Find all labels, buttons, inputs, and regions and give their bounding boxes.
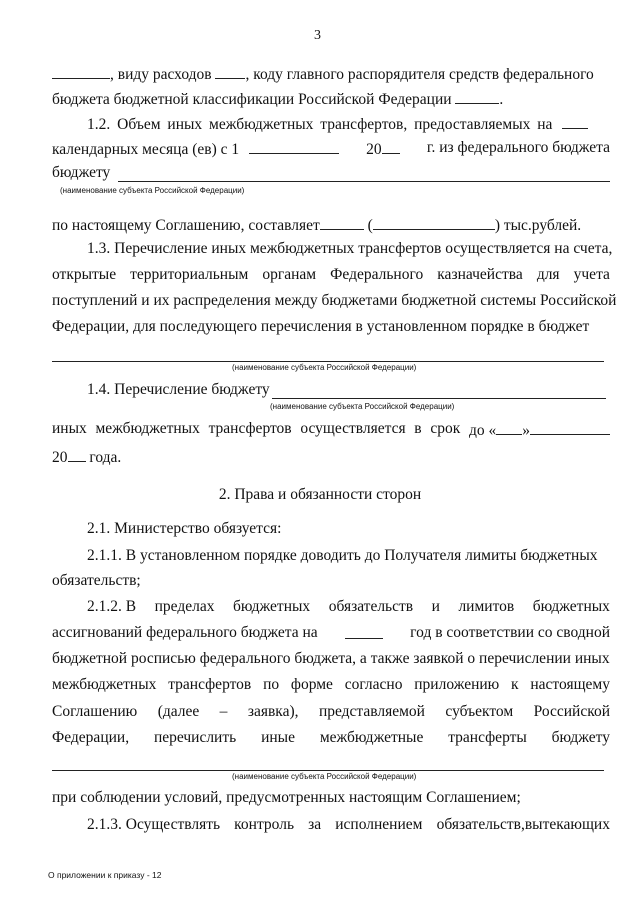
text-fragment: ) тыс.рублей. xyxy=(494,217,582,234)
fill-line xyxy=(52,361,604,362)
text-fragment: . xyxy=(499,91,504,108)
paragraph-1-2-line-4 xyxy=(52,215,581,235)
blank-field xyxy=(373,215,495,230)
page-footer: О приложении к приказу - 12 xyxy=(48,870,162,880)
text-line: , виду расходов , коду главного распорядителя средств федерального xyxy=(52,64,594,84)
fill-line xyxy=(118,181,610,182)
paragraph-1-2-line-2 xyxy=(52,139,610,159)
field-caption: (наименование субъекта Российской Федерации) xyxy=(232,772,417,781)
text-fragment: календарных месяца (ев) с 1 xyxy=(52,141,240,158)
clause-2-1: 2.1. Министерство обязуется: xyxy=(87,520,282,537)
clause-2-1-2-line-7: при соблюдении условий, предусмотренных настоящим Соглашением; xyxy=(52,789,521,806)
text-line xyxy=(52,89,503,109)
field-caption: (наименование субъекта Российской Федерации) xyxy=(60,186,245,195)
page-number: 3 xyxy=(314,28,321,43)
blank-field xyxy=(215,64,245,79)
fill-line xyxy=(52,770,604,771)
text-fragment: 1.2. Объем иных межбюджетных трансфертов, предоставляемых на xyxy=(87,116,553,133)
blank-field xyxy=(68,447,86,462)
text-fragment: коду главного распорядителя средств федерального xyxy=(253,66,594,83)
field-caption: (наименование субъекта Российской Федерации) xyxy=(270,402,455,411)
blank-field xyxy=(345,624,383,639)
blank-field xyxy=(530,420,610,435)
paragraph-1-4-line-3 xyxy=(52,447,121,467)
paragraph-1-3-line-3: поступлений и их распределения между бюджетами бюджетной системы Российской xyxy=(52,292,617,309)
text-fragment: года. xyxy=(89,449,122,466)
text-fragment: год в соответствии со сводной xyxy=(410,624,610,641)
text-fragment: 20 xyxy=(366,141,382,158)
section-heading: 2. Права и обязанности сторон xyxy=(218,486,422,503)
blank-field xyxy=(52,64,110,79)
clause-2-1-1-line-2: обязательств; xyxy=(52,572,141,589)
clause-2-1-2-line-4: межбюджетных трансфертов по форме согласно приложению к настоящему xyxy=(52,676,610,693)
clause-2-1-2-line-2 xyxy=(52,624,610,642)
blank-field xyxy=(496,420,522,435)
paragraph-1-4-line-2: иных межбюджетных трансфертов осуществляется в срок до « » xyxy=(52,420,610,440)
clause-2-1-2-line-1: 2.1.2. В пределах бюджетных обязательств и лимитов бюджетных xyxy=(87,598,610,615)
text-fragment: 20 xyxy=(52,449,68,466)
text-fragment: бюджета бюджетной классификации Российской Федерации xyxy=(52,91,452,108)
blank-field xyxy=(320,215,364,230)
text-fragment: ассигнований федерального бюджета на xyxy=(52,624,318,641)
clause-2-1-2-line-6: Федерации, перечислить иные межбюджетные трансферты бюджету xyxy=(52,729,610,746)
clause-2-1-1-line-1: 2.1.1. В установленном порядке доводить до Получателя лимиты бюджетных xyxy=(87,547,598,564)
clause-2-1-2-line-5: Соглашению (далее – заявка), представляемой субъектом Российской xyxy=(52,703,610,720)
blank-field xyxy=(249,139,339,154)
text-fragment: по настоящему Соглашению, составляет xyxy=(52,217,320,234)
paragraph-1-3-line-1: 1.3. Перечисление иных межбюджетных трансфертов осуществляется на счета, xyxy=(87,240,613,257)
fill-line xyxy=(272,398,606,399)
text-fragment: виду расходов xyxy=(117,66,212,83)
paragraph-1-4-line-1: 1.4. Перечисление бюджету xyxy=(87,381,270,398)
paragraph-1-3-line-2: открытые территориальным органам Федерального казначейства для учета xyxy=(52,266,610,283)
clause-2-1-3-line-1: 2.1.3. Осуществлять контроль за исполнением обязательств,вытекающих xyxy=(87,816,610,833)
paragraph-1-3-line-4: Федерации, для последующего перечисления в установленном порядке в бюджет xyxy=(52,318,590,335)
clause-2-1-2-line-3: бюджетной росписью федерального бюджета, а также заявкой о перечислении иных xyxy=(52,650,610,667)
paragraph-1-2-line-3: бюджету xyxy=(52,164,111,181)
text-fragment: г. из федерального бюджета xyxy=(426,139,610,156)
blank-field xyxy=(562,114,588,129)
blank-field xyxy=(382,139,400,154)
text-fragment: ( xyxy=(367,217,373,234)
field-caption: (наименование субъекта Российской Федерации) xyxy=(232,363,417,372)
blank-field xyxy=(455,89,499,104)
paragraph-1-2-line-1 xyxy=(87,114,588,134)
